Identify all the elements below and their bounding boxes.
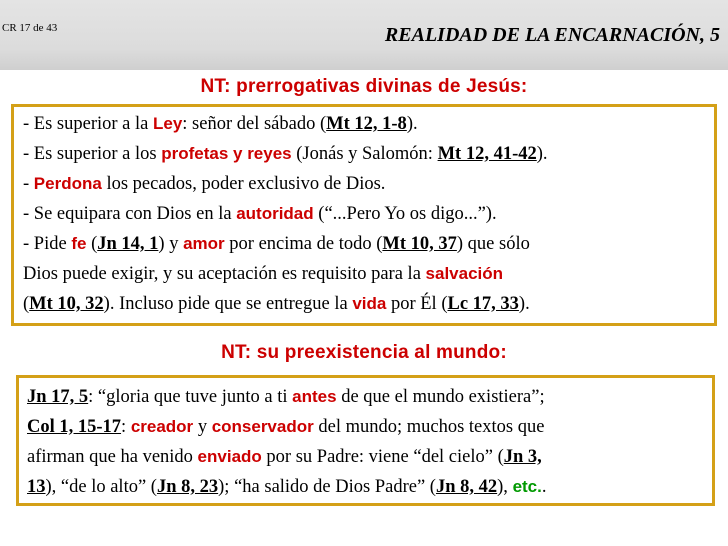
text-run: -: [23, 174, 34, 194]
keyword-highlight: Perdona: [33, 174, 102, 193]
bible-reference: Mt 12, 1-8: [326, 114, 407, 134]
text-run: - Es superior a la: [23, 114, 153, 134]
prerogative-line: [23, 232, 530, 256]
text-run: ) que sólo: [456, 234, 530, 254]
etc-highlight: etc.: [512, 477, 542, 496]
section-heading-prerogatives: NT: prerrogativas divinas de Jesús:: [200, 76, 528, 97]
keyword-highlight: autoridad: [236, 204, 314, 223]
keyword-highlight: Ley: [152, 114, 183, 133]
text-run: ) y: [158, 234, 184, 254]
keyword-highlight: salvación: [425, 264, 504, 283]
prerogative-line: [23, 262, 503, 286]
text-run: ). Incluso pide que se entregue la: [103, 294, 353, 314]
bible-reference: Lc 17, 33: [447, 294, 519, 314]
text-run: y: [193, 417, 212, 437]
prerogative-line: [23, 202, 497, 226]
bible-reference: Jn 8, 42: [435, 477, 498, 497]
text-run: (: [86, 234, 98, 254]
keyword-highlight: creador: [130, 417, 194, 436]
text-run: por su Padre: viene “del cielo” (: [261, 447, 504, 467]
preexistence-line: [27, 415, 544, 439]
bible-reference: Mt 12, 41-42: [437, 144, 537, 164]
keyword-highlight: antes: [292, 387, 337, 406]
text-run: ), “de lo alto” (: [45, 477, 157, 497]
slide-number: CR 17 de 43: [2, 22, 58, 34]
keyword-highlight: vida: [352, 294, 387, 313]
text-run: (Jonás y Salomón:: [291, 144, 438, 164]
prerogative-line: [23, 112, 418, 136]
text-run: - Pide: [23, 234, 72, 254]
text-run: .: [541, 477, 547, 497]
text-run: ).: [406, 114, 418, 134]
text-run: : “gloria que tuve junto a ti: [88, 387, 293, 407]
text-run: (“...Pero Yo os digo...”).: [313, 204, 497, 224]
text-run: del mundo; muchos textos que: [313, 417, 545, 437]
text-run: - Se equipara con Dios en la: [23, 204, 237, 224]
text-run: Dios puede exigir, y su aceptación es requisito para la: [23, 264, 426, 284]
text-run: ); “ha salido de Dios Padre” (: [218, 477, 436, 497]
text-run: de que el mundo existiera”;: [336, 387, 545, 407]
text-run: ),: [497, 477, 513, 497]
section-heading-preexistence: NT: su preexistencia al mundo:: [221, 342, 507, 363]
prerogative-line: [23, 142, 548, 166]
keyword-highlight: amor: [183, 234, 225, 253]
keyword-highlight: enviado: [197, 447, 262, 466]
keyword-highlight: conservador: [211, 417, 314, 436]
text-run: ).: [536, 144, 548, 164]
preexistence-line: [27, 475, 546, 499]
keyword-highlight: fe: [71, 234, 87, 253]
bible-reference: Jn 17, 5: [27, 387, 89, 407]
text-run: ).: [518, 294, 530, 314]
prerogative-line: [23, 292, 530, 316]
slide-title: REALIDAD DE LA ENCARNACIÓN, 5: [384, 24, 720, 46]
text-run: :: [121, 417, 131, 437]
text-run: - Es superior a los: [23, 144, 162, 164]
text-run: por Él (: [386, 294, 448, 314]
bible-reference: 13: [27, 477, 46, 497]
bible-reference: Mt 10, 32: [29, 294, 104, 314]
text-run: (: [23, 294, 30, 314]
text-run: : señor del sábado (: [182, 114, 327, 134]
preexistence-line: [27, 385, 545, 409]
bible-reference: Jn 3,: [503, 447, 542, 467]
bible-reference: Mt 10, 37: [382, 234, 457, 254]
prerogative-line: [23, 172, 385, 196]
text-run: por encima de todo (: [224, 234, 383, 254]
text-run: los pecados, poder exclusivo de Dios.: [101, 174, 386, 194]
text-run: afirman que ha venido: [27, 447, 198, 467]
bible-reference: Jn 14, 1: [97, 234, 159, 254]
bible-reference: Col 1, 15-17: [27, 417, 122, 437]
bible-reference: Jn 8, 23: [156, 477, 219, 497]
keyword-highlight: profetas y reyes: [161, 144, 292, 163]
slide-header: [0, 0, 728, 70]
preexistence-line: [27, 445, 542, 469]
